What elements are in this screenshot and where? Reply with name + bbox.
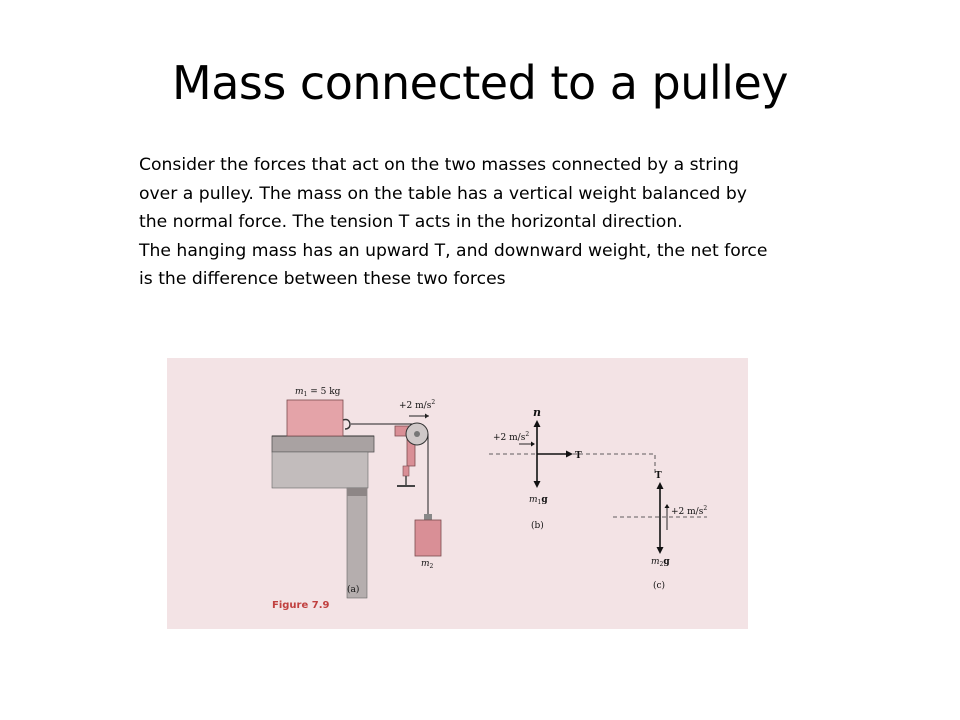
block-m1 bbox=[287, 400, 343, 436]
accel-label-b: +2 $m/s^2$ bbox=[493, 431, 530, 443]
body-line: Consider the forces that act on the two masses connected by a string bbox=[139, 155, 739, 175]
pulley-axle bbox=[414, 431, 420, 437]
part-c-fbd bbox=[579, 454, 707, 591]
table-skirt bbox=[272, 452, 368, 488]
tension-arrowhead-b bbox=[566, 451, 573, 458]
pulley-figure-illustration bbox=[167, 358, 748, 629]
m1-label: $m_1 = 5$ kg bbox=[295, 387, 341, 398]
accel-arrowhead-a bbox=[425, 414, 429, 419]
tension-arrowhead-c bbox=[657, 482, 664, 489]
dashed-corner-c bbox=[579, 454, 655, 476]
part-a-label: (a) bbox=[347, 585, 360, 595]
weight-label-b: $m_1g$ bbox=[529, 495, 548, 506]
table-top bbox=[272, 436, 374, 452]
part-b-label: (b) bbox=[531, 521, 544, 531]
hanger-top bbox=[424, 514, 432, 520]
weight-label-c: $m_2g$ bbox=[651, 557, 670, 568]
figure-7-9 bbox=[167, 358, 748, 629]
slide-body-text bbox=[139, 151, 879, 294]
table-leg bbox=[347, 488, 367, 598]
slide-title: Mass connected to a pulley bbox=[172, 56, 788, 110]
accel-label-a: +2 $m/s^2$ bbox=[399, 399, 436, 411]
m2-label: $m_2$ bbox=[421, 559, 434, 570]
accel-arrowhead-b bbox=[531, 442, 535, 447]
weight-arrowhead-b bbox=[534, 481, 541, 488]
part-c-label: (c) bbox=[653, 581, 666, 591]
clamp-screw-body bbox=[403, 466, 409, 476]
tension-label-b: T bbox=[575, 451, 582, 461]
figure-caption: Figure 7.9 bbox=[272, 600, 330, 611]
block-hook bbox=[343, 420, 350, 430]
block-m2 bbox=[415, 520, 441, 556]
normal-label: n bbox=[533, 406, 541, 419]
body-line: The hanging mass has an upward T, and downward weight, the net force bbox=[139, 240, 768, 261]
accel-arrowhead-c bbox=[665, 504, 670, 508]
body-line: is the difference between these two forces bbox=[139, 269, 506, 289]
part-b-fbd bbox=[489, 406, 582, 531]
part-a-apparatus bbox=[272, 387, 441, 598]
tension-label-c: T bbox=[655, 471, 662, 481]
weight-arrowhead-c bbox=[657, 547, 664, 554]
body-line: the normal force. The tension T acts in the horizontal direction. bbox=[139, 212, 683, 232]
accel-label-c: +2 $m/s^2$ bbox=[671, 505, 708, 517]
body-line: over a pulley. The mass on the table has a vertical weight balanced by bbox=[139, 183, 747, 204]
normal-arrowhead bbox=[534, 420, 541, 427]
table-leg-shadow bbox=[347, 488, 367, 496]
